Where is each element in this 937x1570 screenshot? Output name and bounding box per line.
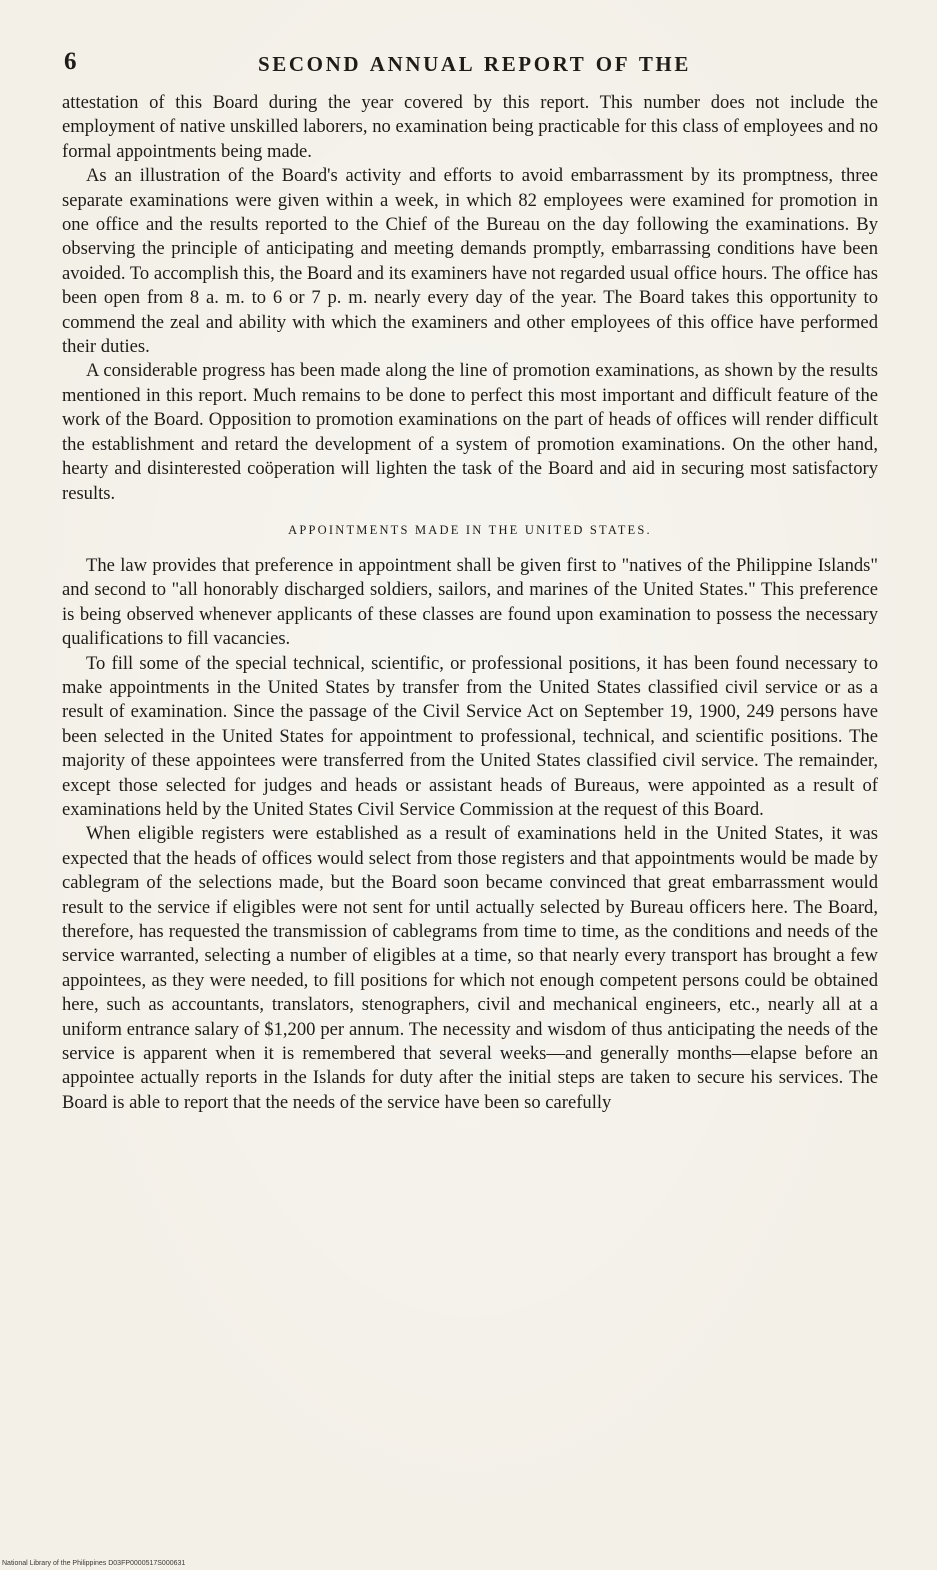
paragraph: attestation of this Board during the year covered by this report. This number does not include the employment of native unskilled laborers, no examination being practicable for this class of employees and no formal appointments being made. (62, 92, 878, 162)
body-text (62, 91, 878, 1115)
paragraph: The law provides that preference in appointment shall be given first to "natives of the Philippine Islands" and second to "all honorably discharged soldiers, sailors, and marines of the United States." This preference is being observed whenever applicants of these classes are found upon examination to possess the necessary qualifications to fill vacancies. (62, 554, 878, 650)
paragraph: As an illustration of the Board's activity and efforts to avoid embarrassment by its promptness, three separate examinations were given within a week, in which 82 employees were examined for promotion in one office and the results reported to the Chief of the Bureau on the day following the examinations. By observing the principle of anticipating and meeting demands promptly, embarrassing conditions have been avoided. To accomplish this, the Board and its examiners have not regarded usual office hours. The office has been open from 8 a. m. to 6 or 7 p. m. nearly every day of the year. The Board takes this opportunity to commend the zeal and ability with which the examiners and other employees of this office have performed their duties. (62, 165, 878, 358)
paragraph: To fill some of the special technical, scientific, or professional positions, it has been found necessary to make appointments in the United States by transfer from the United States classified civil service or as a result of examination. Since the passage of the Civil Service Act on September 19, 1900, 249 persons have been selected in the United States for appointment to professional, technical, and scientific positions. The majority of these appointees were transferred from the United States classified civil service. The remainder, except those selected for judges and heads or assistant heads of Bureaus, were appointed as a result of examinations held by the United States Civil Service Commission at the request of this Board. (62, 652, 878, 820)
source-footer: National Library of the Philippines D03FP0000517S000631 (2, 1560, 186, 1567)
paragraph: When eligible registers were established as a result of examinations held in the United States, it was expected that the heads of offices would select from those registers and that appointments would be made by cablegram of the selections made, but the Board soon became convinced that great embarrassment would result to the service if eligibles were not sent for until actually selected by Bureau officers here. The Board, therefore, has requested the transmission of cablegrams from time to time, as the conditions and needs of the service warranted, selecting a number of eligibles at a time, so that nearly every transport has brought a few appointees, as they were needed, to fill positions for which not enough competent persons could be obtained here, such as accountants, translators, stenographers, civil and mechanical engineers, etc., nearly all at a uniform entrance salary of $1,200 per annum. The necessity and wisdom of thus anticipating the needs of the service is apparent when it is remembered that several weeks—and generally months—elapse before an appointee actually reports in the Islands for duty after the initial steps are taken to secure his services. The Board is able to report that the needs of the service have been so carefully (62, 823, 878, 1113)
paragraph: A considerable progress has been made along the line of promotion examinations, as shown by the results mentioned in this report. Much remains to be done to perfect this most important and difficult feature of the work of the Board. Opposition to promotion examinations on the part of heads of offices will render difficult the establishment and retard the development of a system of promotion examinations. On the other hand, hearty and disinterested coöperation will lighten the task of the Board and aid in securing most satisfactory results. (62, 360, 878, 504)
page-header (58, 48, 879, 82)
section-heading: APPOINTMENTS MADE IN THE UNITED STATES. (288, 522, 652, 537)
page-number: 6 (64, 48, 77, 75)
running-title: SECOND ANNUAL REPORT OF THE (258, 52, 691, 76)
